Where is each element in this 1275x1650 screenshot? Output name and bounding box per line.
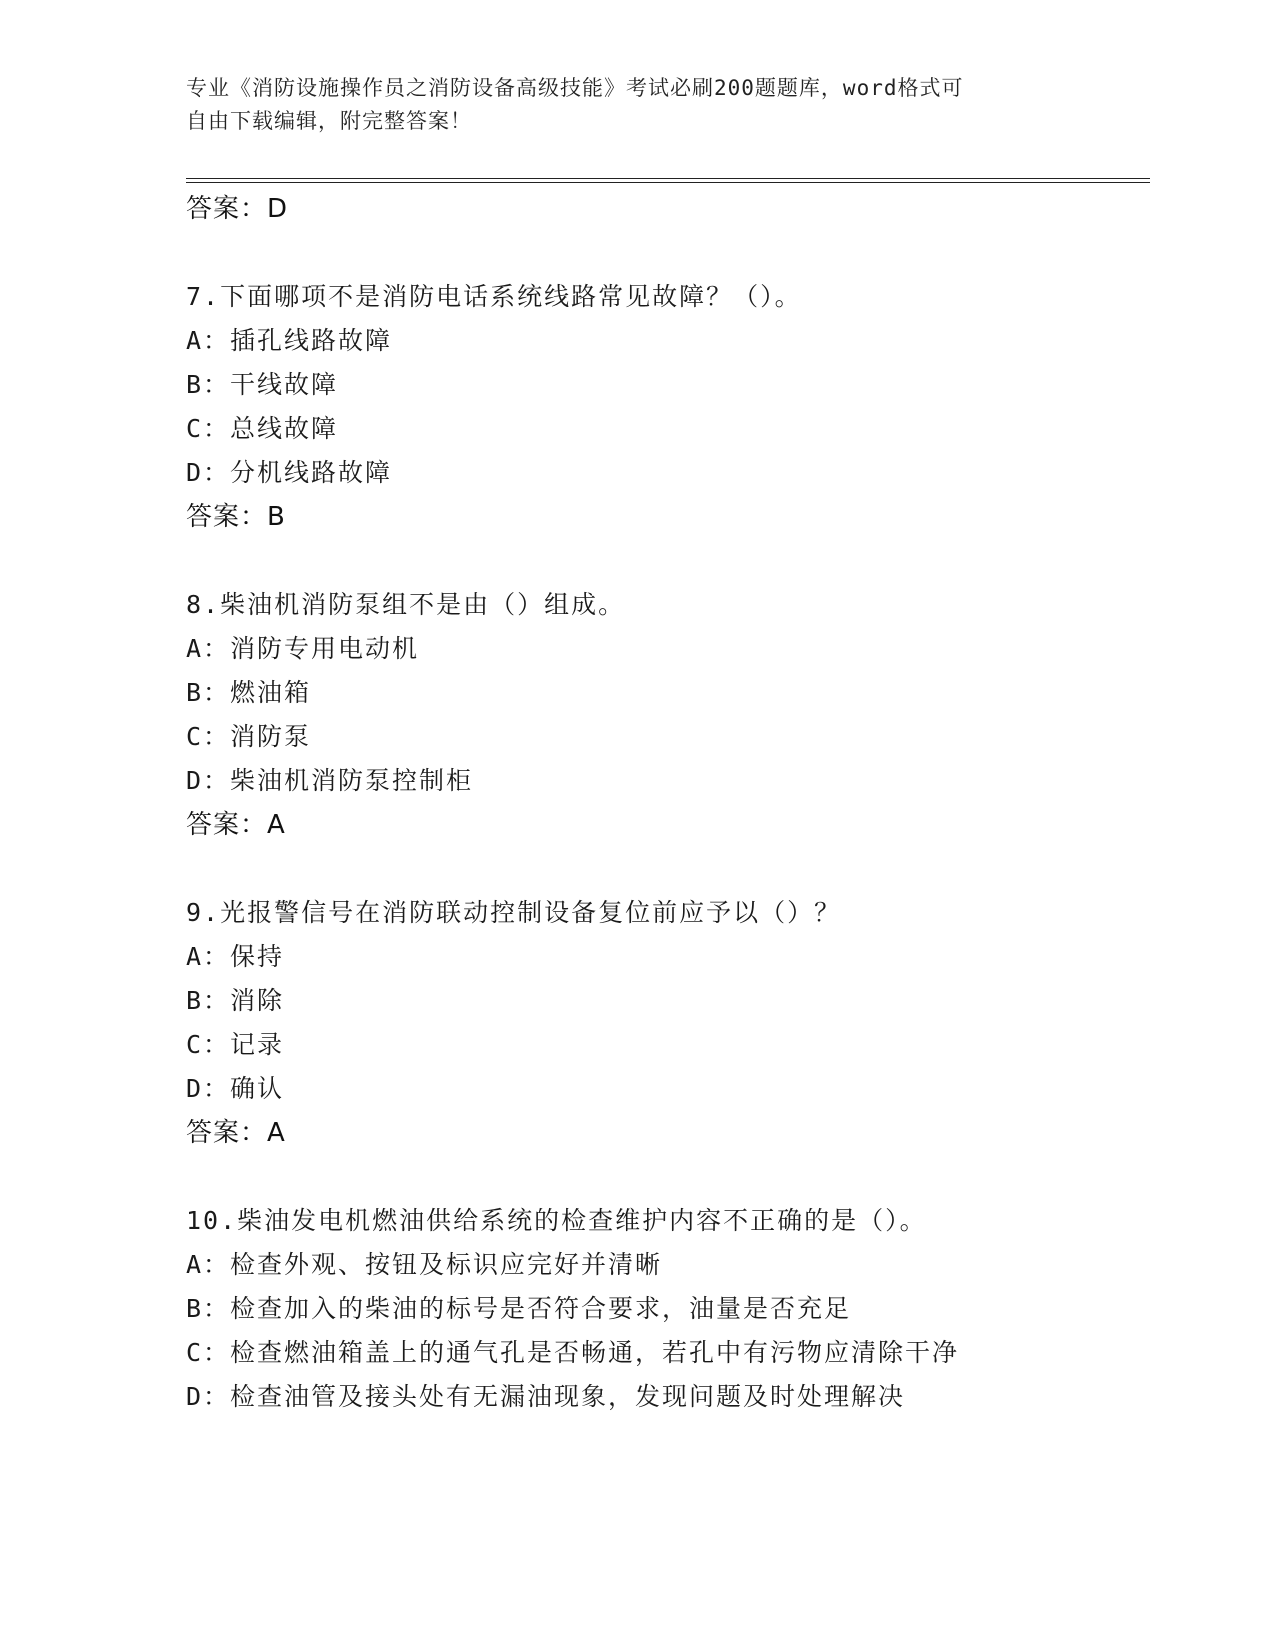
question-8-option-a: A：消防专用电动机: [186, 634, 420, 663]
question-8-answer: 答案：A: [186, 810, 286, 840]
question-7-stem: 7.下面哪项不是消防电话系统线路常见故障？（）。: [186, 282, 802, 311]
question-9-option-b: B：消除: [186, 986, 285, 1015]
answer-previous: 答案：D: [186, 194, 289, 224]
question-7-option-a: A：插孔线路故障: [186, 326, 393, 355]
question-9-stem: 9.光报警信号在消防联动控制设备复位前应予以（）？: [186, 898, 842, 927]
question-10-option-b: B：检查加入的柴油的标号是否符合要求，油量是否充足: [186, 1294, 852, 1323]
question-8-option-b: B：燃油箱: [186, 678, 312, 707]
question-8-stem: 8.柴油机消防泵组不是由（）组成。: [186, 590, 626, 619]
header-rule-bottom: [186, 182, 1150, 183]
question-7-option-d: D：分机线路故障: [186, 458, 393, 487]
question-8-option-c: C：消防泵: [186, 722, 312, 751]
question-9-option-d: D：确认: [186, 1074, 285, 1103]
question-7-option-c: C：总线故障: [186, 414, 339, 443]
question-7-option-b: B：干线故障: [186, 370, 339, 399]
question-10-option-d: D：检查油管及接头处有无漏油现象，发现问题及时处理解决: [186, 1382, 906, 1411]
question-10-option-a: A：检查外观、按钮及标识应完好并清晰: [186, 1250, 663, 1279]
question-9-option-a: A：保持: [186, 942, 285, 971]
header-line-1: 专业《消防设施操作员之消防设备高级技能》考试必刷200题题库，word格式可: [186, 76, 964, 100]
question-8-option-d: D：柴油机消防泵控制柜: [186, 766, 474, 795]
header-line-2: 自由下载编辑，附完整答案！: [186, 109, 472, 133]
question-10-stem: 10.柴油发电机燃油供给系统的检查维护内容不正确的是（）。: [186, 1206, 927, 1235]
question-9-option-c: C：记录: [186, 1030, 285, 1059]
document-header: [186, 72, 1066, 138]
question-7-answer: 答案：B: [186, 502, 286, 532]
header-rule-top: [186, 178, 1150, 179]
question-9-answer: 答案：A: [186, 1118, 286, 1148]
question-10-option-c: C：检查燃油箱盖上的通气孔是否畅通，若孔中有污物应清除干净: [186, 1338, 960, 1367]
